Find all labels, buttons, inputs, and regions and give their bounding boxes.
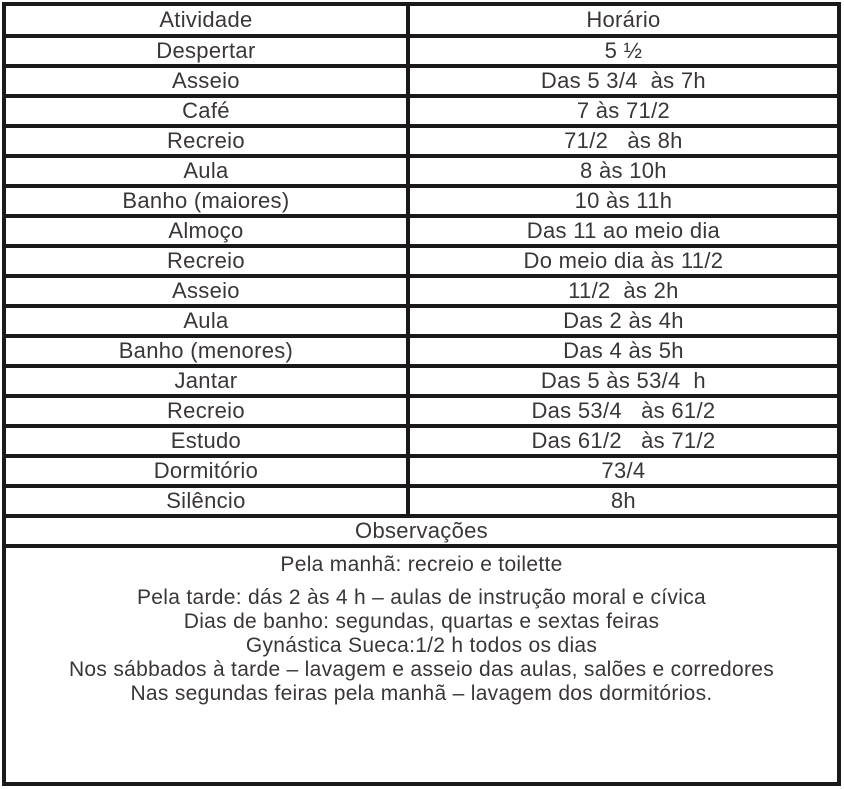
table-row: [6, 458, 837, 488]
activity-cell: Recreio: [6, 398, 410, 424]
activity-cell: Café: [6, 98, 410, 124]
schedule-table: [2, 2, 841, 786]
observation-line: Gynástica Sueca:1/2 h todos os dias: [245, 634, 598, 657]
table-row: [6, 278, 837, 308]
column-header-atividade: Atividade: [6, 6, 410, 34]
table-row: [6, 488, 837, 518]
activity-cell: Dormitório: [6, 458, 410, 484]
observations-header-row: [6, 518, 837, 548]
table-row: [6, 398, 837, 428]
time-cell: 5 ½: [604, 38, 643, 63]
table-row: [6, 368, 837, 398]
table-row: [6, 338, 837, 368]
time-cell: 8h: [610, 488, 636, 513]
time-cell: Das 61/2 às 71/2: [531, 428, 716, 453]
time-cell: 71/2 às 8h: [564, 128, 683, 153]
observation-line: Pela tarde: dás 2 às 4 h – aulas de instrução moral e cívica: [137, 586, 706, 609]
activity-cell: Almoço: [6, 218, 410, 244]
table-row: [6, 218, 837, 248]
time-cell: Das 5 3/4 às 7h: [540, 68, 706, 93]
time-cell: Das 2 às 4h: [563, 308, 684, 333]
activity-cell: Recreio: [6, 128, 410, 154]
activity-cell: Recreio: [6, 248, 410, 274]
time-cell: 7 às 71/2: [576, 98, 671, 123]
table-row: [6, 428, 837, 458]
table-row: [6, 128, 837, 158]
time-cell: 73/4: [601, 458, 646, 483]
time-cell: 10 às 11h: [574, 188, 673, 213]
table-row: [6, 308, 837, 338]
activity-cell: Banho (maiores): [6, 188, 410, 214]
observations-title: Observações: [355, 518, 488, 543]
observation-line: Dias de banho: segundas, quartas e sextas feiras: [183, 610, 660, 633]
table-row: [6, 158, 837, 188]
activity-cell: Silêncio: [6, 488, 410, 514]
activity-cell: Jantar: [6, 368, 410, 394]
table-row: [6, 38, 837, 68]
activity-cell: Aula: [6, 158, 410, 184]
time-cell: 11/2 às 2h: [568, 278, 679, 303]
table-header-row: [6, 6, 837, 38]
activity-cell: Aula: [6, 308, 410, 334]
observation-line: Nas segundas feiras pela manhã – lavagem dos dormitórios.: [130, 682, 713, 705]
column-header-horario: Horário: [586, 7, 661, 32]
activity-cell: Despertar: [6, 38, 410, 64]
activity-cell: Asseio: [6, 278, 410, 304]
observation-line: Nos sábbados à tarde – lavagem e asseio das aulas, salões e corredores: [68, 658, 775, 681]
time-cell: Das 53/4 às 61/2: [531, 398, 716, 423]
table-row: [6, 248, 837, 278]
activity-cell: Banho (menores): [6, 338, 410, 364]
time-cell: Das 11 ao meio dia: [526, 218, 721, 243]
table-row: [6, 98, 837, 128]
time-cell: Das 4 às 5h: [563, 338, 684, 363]
time-cell: 8 às 10h: [580, 158, 667, 183]
table-row: [6, 188, 837, 218]
table-row: [6, 68, 837, 98]
time-cell: Do meio dia às 11/2: [523, 248, 724, 273]
observations-body: [6, 548, 837, 782]
activity-cell: Estudo: [6, 428, 410, 454]
time-cell: Das 5 às 53/4 h: [540, 368, 706, 393]
activity-cell: Asseio: [6, 68, 410, 94]
observation-line: Pela manhã: recreio e toilette: [280, 553, 563, 576]
